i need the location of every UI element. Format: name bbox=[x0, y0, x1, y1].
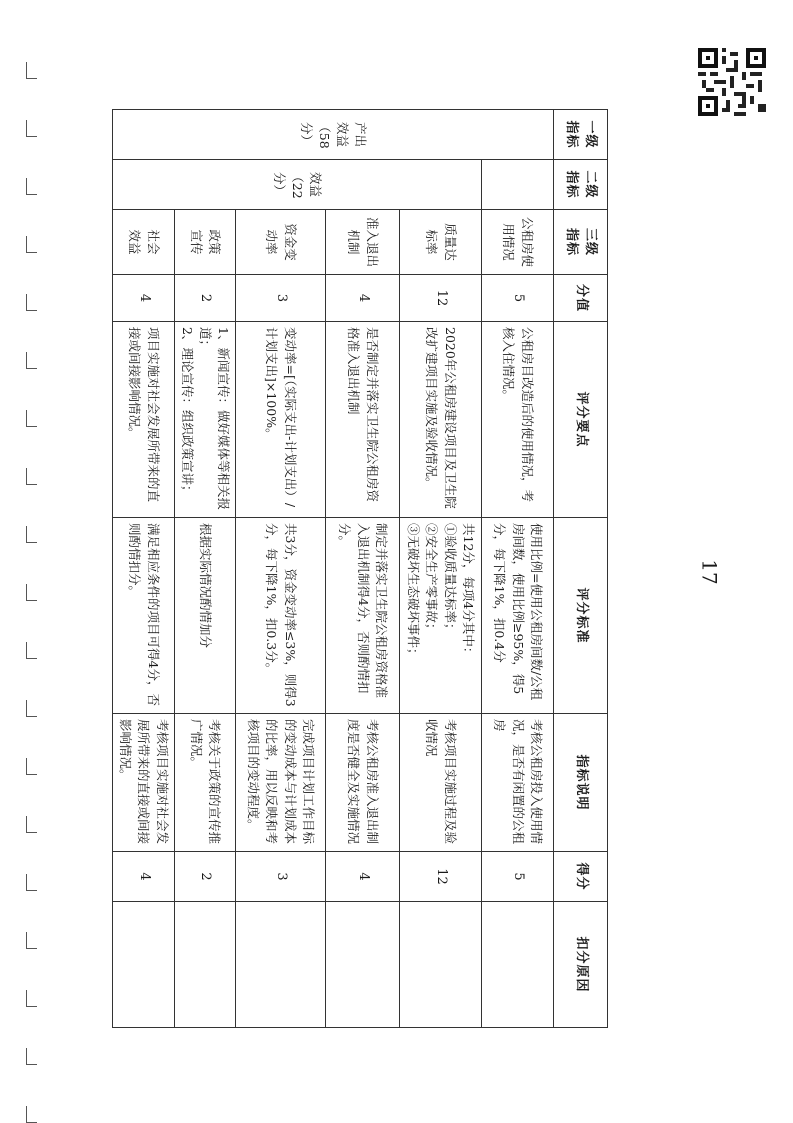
description-cell: 考核公租房准入退出制度是否健全及实施情况 bbox=[326, 714, 400, 852]
indicator-cell: 准入退出 机制 bbox=[326, 210, 400, 275]
criteria-cell: 根据实际情况酌情加分 bbox=[174, 518, 235, 714]
header-key-points: 评分要点 bbox=[554, 322, 608, 518]
value-cell: 5 bbox=[482, 275, 554, 322]
deduction-cell bbox=[174, 902, 235, 1028]
criteria-cell: 共3分，资金变动率≤3%，则得3分，每下降1%，扣0.3分。 bbox=[236, 518, 326, 714]
deduction-cell bbox=[236, 902, 326, 1028]
qr-code bbox=[698, 48, 766, 116]
header-level1: 一级 指标 bbox=[554, 110, 608, 160]
criteria-cell: 制定并落实卫生院公租房资格准入退出机制得4分，否则酌情扣分。 bbox=[326, 518, 400, 714]
table-row bbox=[400, 110, 482, 1028]
indicator-cell: 社会 效益 bbox=[113, 210, 174, 275]
value-cell: 4 bbox=[113, 275, 174, 322]
score-cell: 12 bbox=[400, 852, 482, 902]
score-cell: 4 bbox=[113, 852, 174, 902]
table-header-row bbox=[554, 110, 608, 1028]
deduction-cell bbox=[326, 902, 400, 1028]
binding-marks bbox=[26, 0, 40, 1121]
header-deduction: 扣分原因 bbox=[554, 902, 608, 1028]
criteria-cell: 使用比例=使用公租房间数/公租房间数，使用比例≥95%，得5分，每下降1%，扣0.4分 bbox=[482, 518, 554, 714]
indicator-cell: 资金变 动率 bbox=[236, 210, 326, 275]
indicator-cell: 政策 宣传 bbox=[174, 210, 235, 275]
header-description: 指标说明 bbox=[554, 714, 608, 852]
table-row bbox=[326, 110, 400, 1028]
score-cell: 3 bbox=[236, 852, 326, 902]
header-level2: 二级 指标 bbox=[554, 160, 608, 210]
key-points-cell: 公租房目改造后的使用情况，考核入住情况。 bbox=[482, 322, 554, 518]
performance-score-table bbox=[112, 109, 608, 1028]
level1-cell: 产出 效益 （58 分） bbox=[113, 110, 554, 160]
key-points-cell: 2020年公租房建设项目及卫生院改扩建项目实施及验收情况。 bbox=[400, 322, 482, 518]
table-row bbox=[174, 110, 235, 1028]
key-points-cell: 1、新闻宣传：做好媒体等相关报道； 2、理论宣传：组织政策宣讲； bbox=[174, 322, 235, 518]
key-points-cell: 是否制定并落实卫生院公租房资格准入退出机制 bbox=[326, 322, 400, 518]
rotated-table-wrapper bbox=[120, 109, 608, 1027]
score-cell: 4 bbox=[326, 852, 400, 902]
description-cell: 考核项目实施对社会发展所带来的直接或间接影响情况。 bbox=[113, 714, 174, 852]
header-score: 得分 bbox=[554, 852, 608, 902]
table-row bbox=[113, 110, 174, 1028]
key-points-cell: 变动率=[（实际支出-计划支出）/计划支出]×100%。 bbox=[236, 322, 326, 518]
deduction-cell bbox=[400, 902, 482, 1028]
table-row bbox=[236, 110, 326, 1028]
value-cell: 4 bbox=[326, 275, 400, 322]
indicator-cell: 质量达 标率 bbox=[400, 210, 482, 275]
score-cell: 2 bbox=[174, 852, 235, 902]
key-points-cell: 项目实施对社会发展所带来的直接或间接影响情况。 bbox=[113, 322, 174, 518]
description-cell: 考核公租房投入使用情况，是否有闲置的公租房 bbox=[482, 714, 554, 852]
indicator-cell: 公租房使 用情况 bbox=[482, 210, 554, 275]
score-cell: 5 bbox=[482, 852, 554, 902]
header-score-value: 分值 bbox=[554, 275, 608, 322]
deduction-cell bbox=[113, 902, 174, 1028]
level2-cell: 效益 （22分） bbox=[113, 160, 482, 210]
criteria-cell: 满足相应条件的项目可得4分，否则酌情扣分。 bbox=[113, 518, 174, 714]
value-cell: 12 bbox=[400, 275, 482, 322]
header-criteria: 评分标准 bbox=[554, 518, 608, 714]
table-row bbox=[482, 110, 554, 1028]
value-cell: 2 bbox=[174, 275, 235, 322]
criteria-cell: 共12分，每项4分其中： ①验收质量达标率； ②安全生产零事故； ③无破坏生态破坏事件； bbox=[400, 518, 482, 714]
value-cell: 3 bbox=[236, 275, 326, 322]
description-cell: 考核项目实施过程及验收情况 bbox=[400, 714, 482, 852]
deduction-cell bbox=[482, 902, 554, 1028]
description-cell: 考核关于政策的宣传推广情况。 bbox=[174, 714, 235, 852]
page-number: 17 bbox=[697, 559, 722, 585]
description-cell: 完成项目计划工作目标的变动成本与计划成本的比率，用以反映和考核项目的变动程度。 bbox=[236, 714, 326, 852]
level2-empty-cell bbox=[482, 160, 554, 210]
header-level3: 三级 指标 bbox=[554, 210, 608, 275]
